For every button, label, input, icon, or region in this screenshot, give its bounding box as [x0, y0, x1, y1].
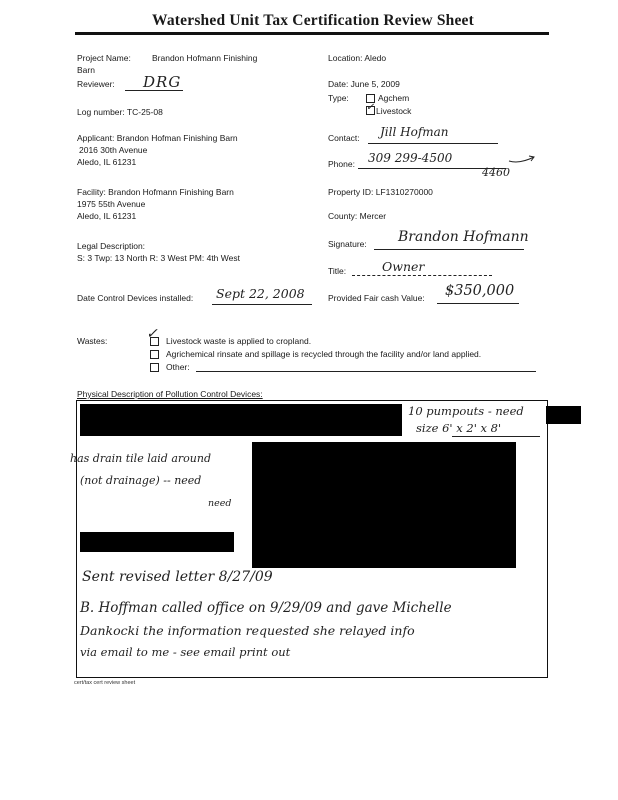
waste-other-underline	[196, 371, 536, 372]
date-installed-underline	[212, 304, 312, 305]
phone-extra: 4460	[482, 166, 510, 179]
note-call-line-3: via email to me - see email print out	[80, 645, 291, 659]
note-call-line-2: Dankocki the information requested she relayed info	[80, 623, 415, 638]
legal-description-label: Legal Description:	[77, 241, 146, 251]
waste-other-checkbox[interactable]	[150, 363, 159, 372]
title-value: Owner	[382, 259, 425, 274]
date: Date: June 5, 2009	[328, 79, 400, 89]
wastes-label: Wastes:	[77, 336, 108, 346]
livestock-label: Livestock	[376, 106, 412, 116]
applicant-line-1: Applicant: Brandon Hofman Finishing Barn	[77, 133, 238, 143]
note-sent-letter: Sent revised letter 8/27/09	[82, 569, 273, 585]
phone-value: 309 299-4500	[368, 151, 453, 165]
signature-value: Brandon Hofmann	[398, 229, 529, 245]
redaction-block	[80, 404, 402, 436]
note-drain-tile: has drain tile laid around	[70, 452, 211, 465]
note-size-underline	[452, 436, 540, 437]
waste-other-label: Other:	[166, 362, 190, 372]
reviewer-label: Reviewer:	[77, 79, 115, 89]
signature-label: Signature:	[328, 239, 367, 249]
legal-description-value: S: 3 Twp: 13 North R: 3 West PM: 4th West	[77, 253, 240, 263]
property-id: Property ID: LF1310270000	[328, 187, 433, 197]
fair-cash-value: $350,000	[445, 283, 515, 299]
physical-description-label: Physical Description of Pollution Control Devices:	[77, 389, 263, 399]
applicant-line-2: 2016 30th Avenue	[79, 145, 148, 155]
note-need: need	[208, 498, 232, 509]
agchem-label: Agchem	[378, 93, 410, 103]
type-label: Type:	[328, 93, 349, 103]
project-name-value-cont: Barn	[77, 65, 95, 75]
project-name-label: Project Name:	[77, 53, 131, 63]
waste-agrichemical-label: Agrichemical rinsate and spillage is recycled through the facility and/or land applied.	[166, 349, 482, 359]
facility-line-2: 1975 55th Avenue	[77, 199, 146, 209]
signature-underline	[374, 249, 524, 250]
note-not-drainage: (not drainage) -- need	[80, 474, 202, 487]
date-installed-label: Date Control Devices installed:	[77, 293, 194, 303]
contact-value: Jill Hofman	[380, 125, 449, 139]
county: County: Mercer	[328, 211, 387, 221]
note-pumpout-size: size 6' x 2' x 8'	[416, 421, 502, 435]
redaction-block	[546, 406, 581, 424]
date-installed-value: Sept 22, 2008	[216, 286, 305, 301]
location: Location: Aledo	[328, 53, 387, 63]
log-number: Log number: TC-25-08	[77, 107, 163, 117]
applicant-line-3: Aledo, IL 61231	[77, 157, 137, 167]
facility-line-3: Aledo, IL 61231	[77, 211, 137, 221]
note-pumpouts: 10 pumpouts - need	[408, 404, 524, 418]
facility-line-1: Facility: Brandon Hofmann Finishing Barn	[77, 187, 234, 197]
contact-label: Contact:	[328, 133, 360, 143]
page-title: Watershed Unit Tax Certification Review Sheet	[152, 12, 474, 29]
contact-underline	[368, 143, 498, 144]
title-rule	[75, 32, 549, 35]
title-underline	[352, 275, 492, 276]
redaction-block	[80, 532, 234, 552]
waste-agrichemical-checkbox[interactable]	[150, 350, 159, 359]
project-name-value: Brandon Hofmann Finishing	[152, 53, 258, 63]
fair-cash-label: Provided Fair cash Value:	[328, 293, 425, 303]
waste-livestock-label: Livestock waste is applied to cropland.	[166, 336, 312, 346]
footer-path: cert/tax cert review sheet	[74, 680, 136, 686]
fair-cash-underline	[437, 303, 519, 304]
phone-label: Phone:	[328, 159, 355, 169]
note-call-line-1: B. Hoffman called office on 9/29/09 and gave Michelle	[80, 600, 452, 616]
title-label: Title:	[328, 266, 347, 276]
livestock-check-mark: ✓	[366, 102, 375, 113]
phone-arrow-icon	[508, 152, 536, 166]
redaction-block	[252, 442, 516, 568]
reviewer-value: DRG	[143, 73, 182, 91]
waste-livestock-check-mark: ✓	[146, 326, 158, 342]
